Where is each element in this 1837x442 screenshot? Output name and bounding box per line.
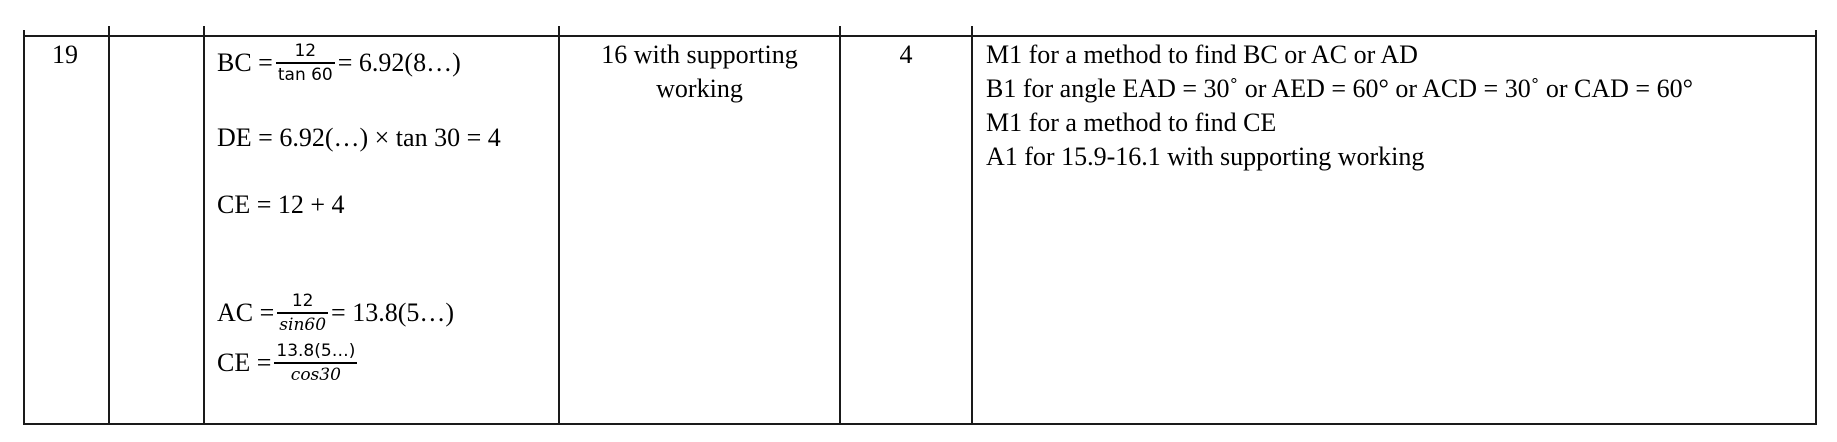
answer-line-2: working	[656, 74, 743, 103]
column-divider	[1815, 30, 1817, 424]
note-line: A1 for 15.9-16.1 with supporting working	[986, 142, 1425, 171]
bc-fraction	[276, 40, 335, 86]
ce-alt-numerator: 13.8(5…)	[276, 341, 356, 361]
working-bc	[217, 40, 461, 86]
note-line: M1 for a method to find BC or AC or AD	[986, 40, 1418, 69]
column-divider	[839, 30, 841, 424]
marking-notes	[986, 38, 1693, 174]
ac-fraction	[277, 290, 328, 336]
working-ce: CE = 12 + 4	[217, 190, 345, 219]
column-divider	[108, 30, 110, 424]
table-top-border	[23, 35, 1817, 37]
column-divider	[971, 30, 973, 424]
working-ac	[217, 290, 454, 336]
mark-value: 4	[899, 40, 913, 69]
column-divider	[23, 30, 25, 424]
ce-alt-denominator: cos30	[290, 364, 341, 385]
answer-line-1: 16 with supporting	[601, 40, 798, 69]
ce-alt-prefix: CE =	[217, 347, 272, 377]
note-line: B1 for angle EAD = 30˚ or AED = 60° or ACD = 30˚ or CAD = 60°	[986, 74, 1693, 103]
ce-alt-fraction	[274, 340, 357, 386]
bc-denominator: tan 60	[277, 64, 333, 85]
ac-result: = 13.8(5…)	[331, 297, 455, 327]
working-ce-alt	[217, 340, 360, 386]
question-number: 19	[52, 40, 78, 69]
table-bottom-border	[23, 423, 1817, 425]
bc-numerator: 12	[294, 41, 317, 61]
working-de: DE = 6.92(…) × tan 30 = 4	[217, 123, 501, 152]
ac-prefix: AC =	[217, 297, 275, 327]
ac-denominator: sin60	[279, 314, 327, 335]
ac-numerator: 12	[291, 291, 314, 311]
answer-text	[560, 38, 839, 106]
bc-prefix: BC =	[217, 47, 273, 77]
note-line: M1 for a method to find CE	[986, 108, 1277, 137]
bc-result: = 6.92(8…)	[337, 47, 461, 77]
column-divider	[203, 30, 205, 424]
